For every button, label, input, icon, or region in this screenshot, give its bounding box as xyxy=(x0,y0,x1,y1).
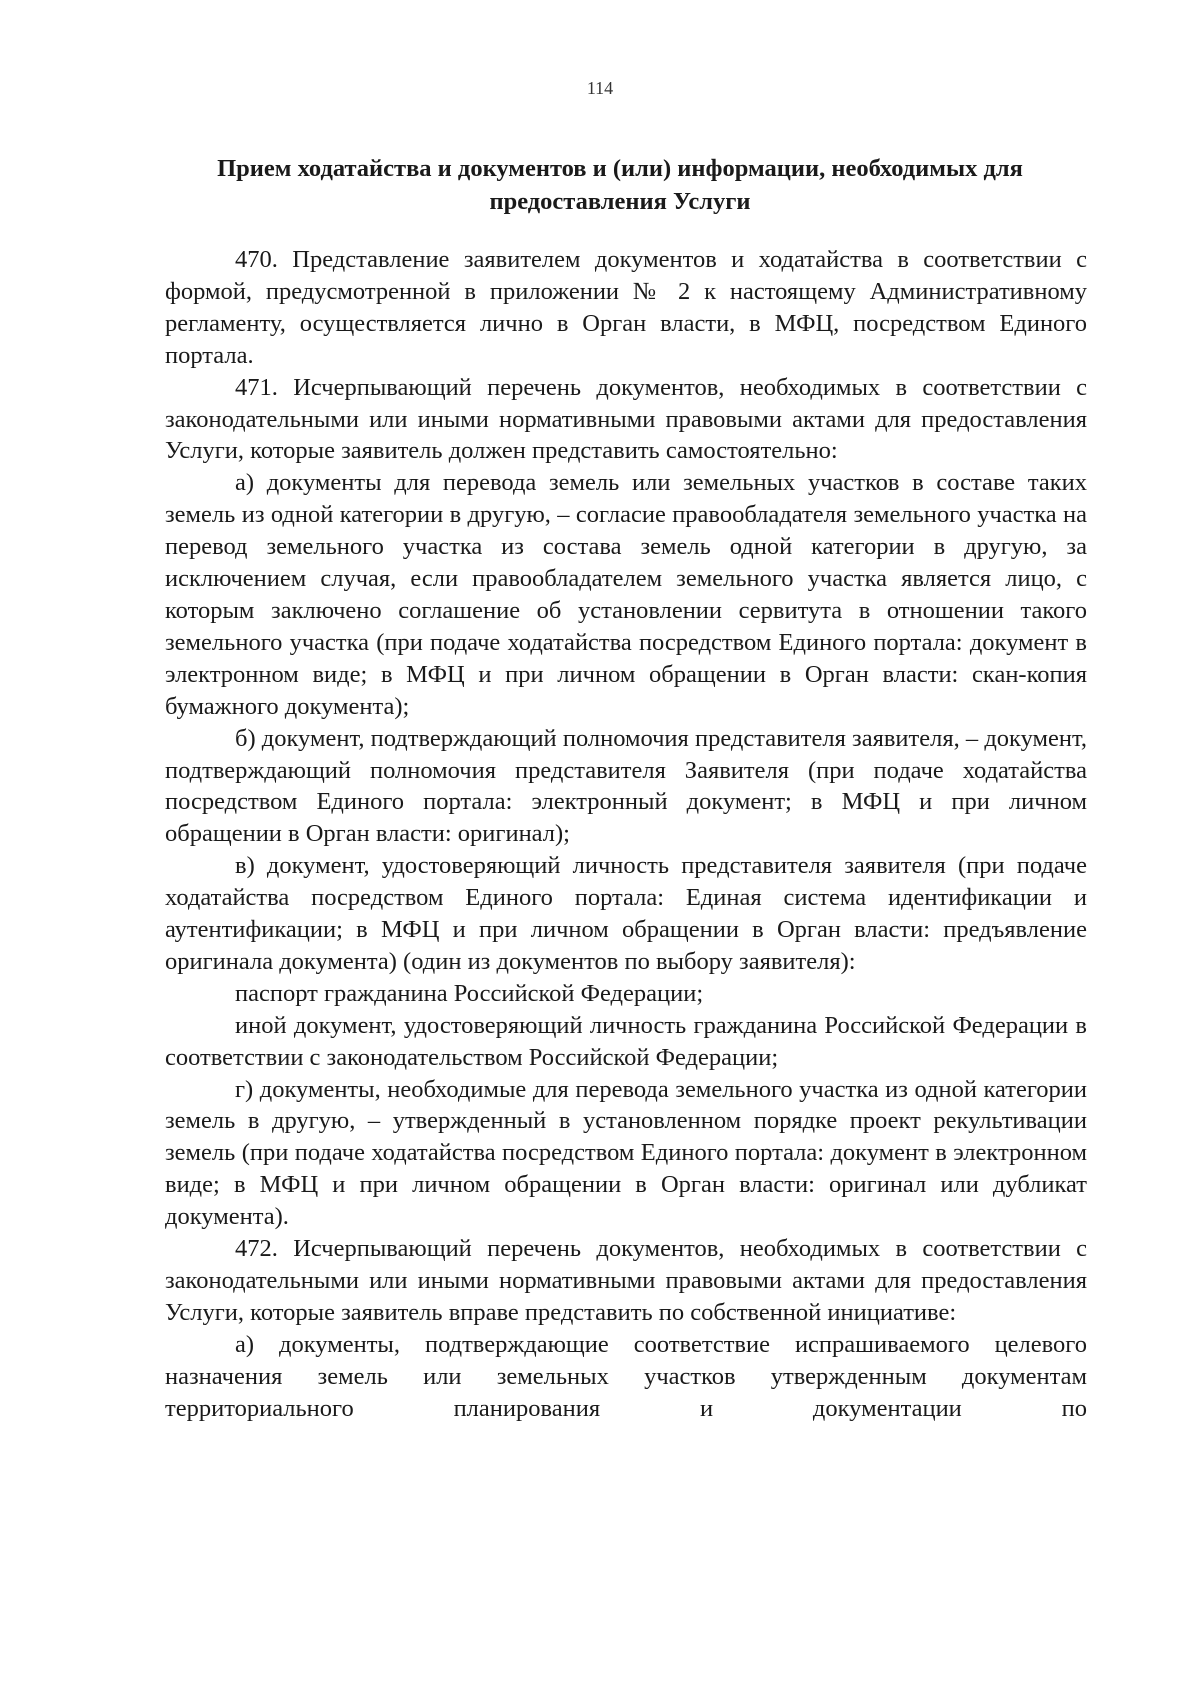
paragraph-472-a: а) документы, подтверждающие соответствие испрашиваемого целевого назначения земель или земельных участков утвержденным документам территориального планирования и документации по xyxy=(165,1330,1087,1422)
section-heading: Прием ходатайства и документов и (или) информации, необходимых для предоставления Услуги xyxy=(217,155,1023,215)
paragraph-471-b: б) документ, подтверждающий полномочия представителя заявителя, – документ, подтверждающий полномочия представителя Заявителя (при подаче ходатайства посредством Единого портала: электронный документ; в МФЦ и при личном обращении в Орган власти: оригинал); xyxy=(165,724,1087,848)
paragraph-471-a: а) документы для перевода земель или земельных участков в составе таких земель из одной категории в другую, – согласие правообладателя земельного участка на перевод земельного участка из состава земель одной категории в другую, за исключением случая, если правообладателем земельного участка является лицо, с которым заключено соглашение об установлении сервитута в отношении такого земельного участка (при подаче ходатайства посредством Единого портала: документ в электронном виде; в МФЦ и при личном обращении в Орган власти: скан-копия бумажного документа); xyxy=(165,469,1087,720)
list-item-passport: паспорт гражданина Российской Федерации; xyxy=(235,979,704,1007)
paragraph-472: 472. Исчерпывающий перечень документов, необходимых в соответствии с законодательными или иными нормативными правовыми актами для предоставления Услуги, которые заявитель вправе представить по собственной инициативе: xyxy=(165,1235,1087,1326)
paragraph-471-v: в) документ, удостоверяющий личность представителя заявителя (при подаче ходатайства посредством Единого портала: Единая система идентификации и аутентификации; в МФЦ и при личном обращении в Орган власти: предъявление оригинала документа) (один из документов по выбору заявителя): xyxy=(165,852,1087,975)
paragraph-470: 470. Представление заявителем документов и ходатайства в соответствии с формой, предусмотренной в приложении № 2 к настоящему Административному регламенту, осуществляется лично в Орган власти, в МФЦ, посредством Единого портала. xyxy=(165,246,1087,369)
paragraph-471-g: г) документы, необходимые для перевода земельного участка из одной категории земель в другую, – утвержденный в установленном порядке проект рекультивации земель (при подаче ходатайства посредством Единого портала: документ в электронном виде; в МФЦ и при личном обращении в Орган власти: оригинал или дубликат документа). xyxy=(165,1075,1087,1231)
page-number: 114 xyxy=(586,78,614,98)
list-item-other-id: иной документ, удостоверяющий личность гражданина Российской Федерации в соответствии с законодательством Российской Федерации; xyxy=(165,1011,1087,1071)
paragraph-471: 471. Исчерпывающий перечень документов, необходимых в соответствии с законодательными или иными нормативными правовыми актами для предоставления Услуги, которые заявитель должен представить самостоятельно: xyxy=(165,373,1087,465)
body-text xyxy=(165,244,1087,1425)
